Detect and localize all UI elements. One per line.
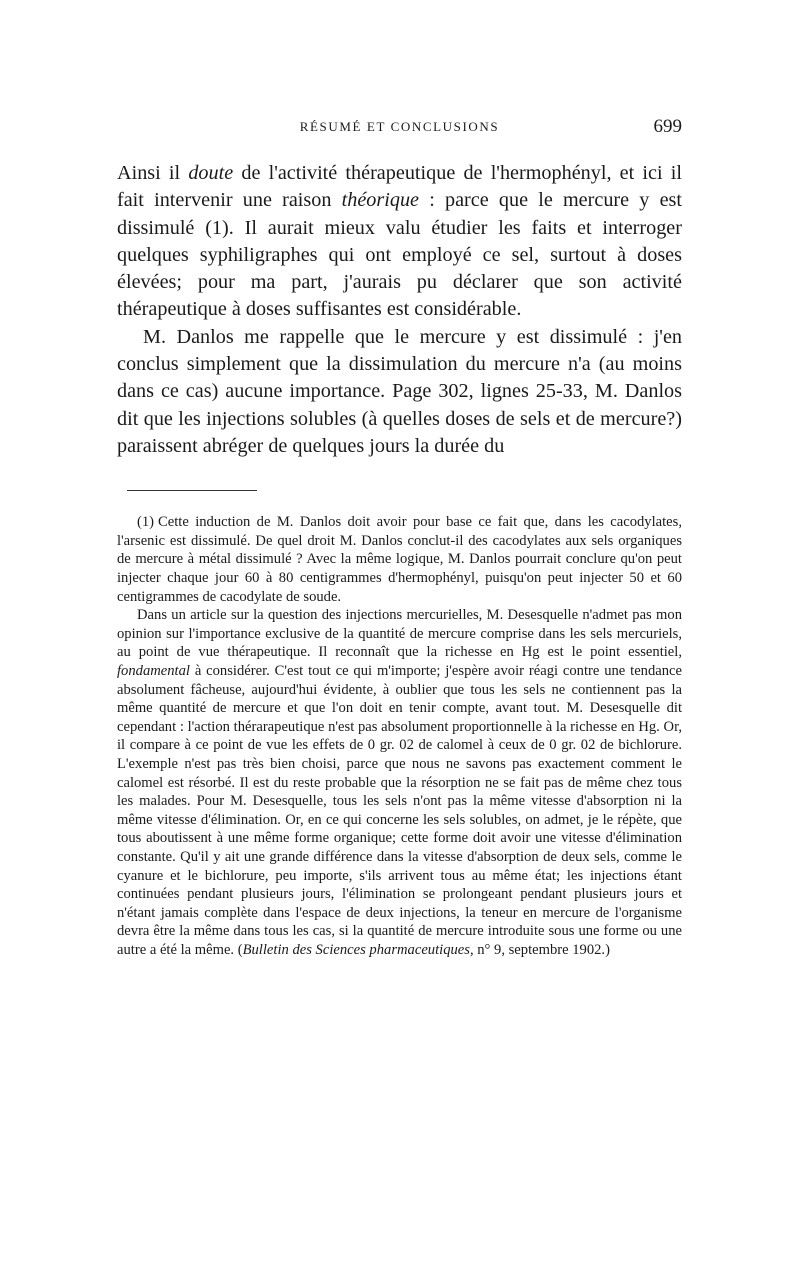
footnote [117,513,682,959]
italic-text: doute [188,162,234,184]
page-number: 699 [653,116,682,137]
footnote-marker: (1) [137,514,155,531]
footnote-paragraph [117,513,682,606]
main-text [117,160,682,460]
footnote-paragraph: Dans un article sur la question des injections mercurielles, M. Desesquelle n'admet pas mon opinion sur l'importance exclusive de la quantité de mercure comprise dans les sels mercuriels, au point de vue thérapeutique. Il reconnaît que la richesse en Hg est le point essentiel, fondamental à considérer. C'est tout ce qui m'importe; j'espère avoir réagi contre une tendance absolument fâcheuse, aujourd'hui évidente, à oublier que tous les sels ne contiennent pas la même quantité de mercure et que l'on doit en tenir compte, avant tout. M. Desesquelle dit cependant : l'action thérarapeutique n'est pas absolument proportionnelle à la richesse en Hg. Or, il compare à ce point de vue les effets de 0 gr. 02 de calomel à ceux de 0 gr. 02 de bichlorure. L'exemple n'est pas très bien choisi, parce que nous ne savons pas exactement comment le calomel est résorbé. Il est du reste probable que la résorption ne se fait pas de même chez tous les malades. Pour M. Desesquelle, tous les sels n'ont pas la même vitesse d'absorption ni la même vitesse d'élimination. Or, en ce qui concerne les sels solubles, on admet, je le répète, que tous aboutissent à une même forme organique; cette forme doit avoir une vitesse d'élimination constante. Qu'il y ait une grande différence dans la vitesse d'absorption de deux sels, comme le cyanure et le bichlorure, peu importe, s'ils arrivent tous au même état; les injections étant continuées pendant plusieurs jours, l'élimination se prolongeant pendant plusieurs jours et n'étant jamais complète dans l'espace de deux injections, la teneur en mercure de l'organisme devra être la même dans tous les cas, si la quantité de mercure introduite sous une forme ou une autre a été la même. (Bulletin des Sciences pharmaceutiques, n° 9, septembre 1902.) [117,607,682,958]
body-paragraph: Ainsi il doute de l'activité thérapeutique de l'hermophényl, et ici il fait intervenir une raison théorique : parce que le mercure y est dissimulé (1). Il aurait mieux valu étudier les faits et interroger quelques syphiligraphes qui ont employé ce sel, surtout à doses élevées; pour ma part, j'aurais pu déclarer que son activité thérapeutique à doses suffisantes est considérable. [117,162,682,321]
body-paragraph: M. Danlos me rappelle que le mercure y est dissimulé : j'en conclus simplement que la dissimulation du mercure n'a (au moins dans ce cas) aucune importance. Page 302, lignes 25-33, M. Danlos dit que les injections solubles (à quelles doses de sels et de mercure?) paraissent abréger de quelques jours la durée du [117,325,682,457]
footnote-text: Cette induction de M. Danlos doit avoir pour base ce fait que, dans les cacodylates, l'arsenic est dissimulé. De quel droit M. Danlos conclut-il des cacodylates aux sels organiques de mercure à métal dissimulé ? Avec la même logique, M. Danlos pourrait conclure qu'on peut injecter chaque jour 60 à 80 centigrammes d'hermophényl, puisqu'on peut injecter 50 et 60 centigrammes de cacodylate de soude. [117,514,682,605]
running-title: RÉSUMÉ ET CONCLUSIONS [299,119,500,134]
italic-text: théorique [341,189,419,212]
italic-text: Bulletin des Sciences pharmaceutiques [242,941,470,958]
footnote-separator [127,490,257,491]
italic-text: fondamental [117,663,190,680]
running-head [117,114,682,140]
document-page [117,0,682,960]
